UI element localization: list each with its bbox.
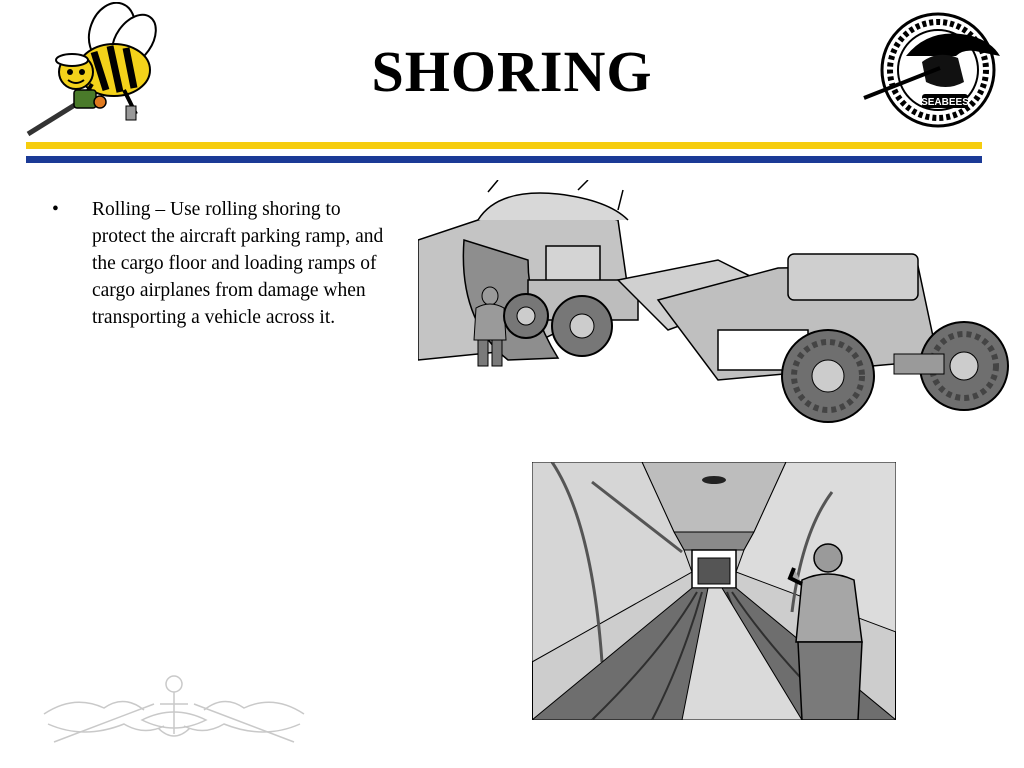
bullet-marker: • (52, 199, 59, 220)
cargo-hold-illustration (532, 462, 896, 720)
vehicle-loading-illustration (418, 180, 1014, 440)
seabee-combat-warfare-insignia-icon (34, 664, 314, 756)
gold-divider (26, 142, 982, 149)
bullet-item (52, 196, 392, 331)
seabees-badge-text: SEABEES (921, 97, 969, 108)
divider-gap (26, 149, 982, 156)
blue-divider (26, 156, 982, 163)
bullet-text: Rolling – Use rolling shoring to protect the aircraft parking ramp, and the cargo floor and loading ramps of cargo airplanes from damage when transporting a vehicle across it. (92, 199, 384, 328)
slide-title: SHORING (371, 39, 653, 104)
